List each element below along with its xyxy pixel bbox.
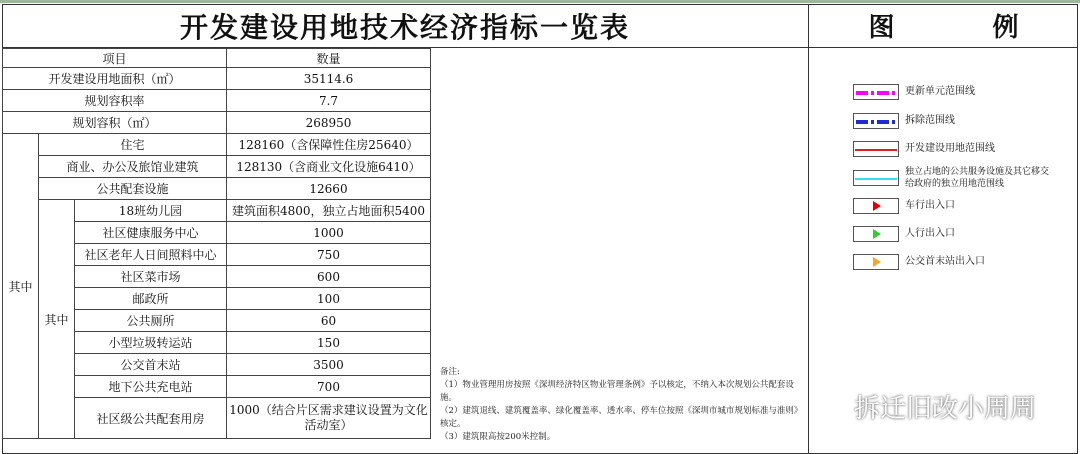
wechat-logo-icon	[818, 390, 848, 423]
row-label: 社区老年人日间照料中心	[75, 244, 227, 266]
orange-triangle-icon	[853, 254, 899, 270]
table-row	[3, 178, 431, 200]
table-row	[3, 49, 431, 68]
row-value: 1000（结合片区需求建议设置为文化活动室）	[227, 398, 431, 439]
watermark	[818, 388, 1036, 425]
row-label: 邮政所	[75, 288, 227, 310]
header-quantity: 数量	[227, 49, 431, 68]
row-value: 150	[227, 332, 431, 354]
row-label: 小型垃圾转运站	[75, 332, 227, 354]
legend-item	[853, 198, 955, 214]
legend-item	[853, 166, 1055, 190]
row-value: 128160（含保障性住房25640）	[227, 134, 431, 156]
row-label: 商业、办公及旅馆业建筑	[39, 156, 227, 178]
red-triangle-icon	[853, 198, 899, 214]
row-label: 公共厕所	[75, 310, 227, 332]
row-value: 700	[227, 376, 431, 398]
table-row	[3, 156, 431, 178]
legend-label: 独立占地的公共服务设施及其它移交给政府的独立用地范围线	[905, 167, 1050, 189]
row-label: 公共配套设施	[39, 178, 227, 200]
table-row	[3, 112, 431, 134]
magenta-dash-dot-line-icon	[853, 84, 899, 100]
row-label: 公交首末站	[75, 354, 227, 376]
legend-label: 拆除范围线	[905, 115, 955, 126]
row-label: 规划容积率	[3, 90, 227, 112]
legend-label: 公交首末站出入口	[905, 256, 985, 267]
row-value: 建筑面积4800，独立占地面积5400	[227, 200, 431, 222]
table-title: 开发建设用地技术经济指标一览表	[2, 4, 809, 48]
note-line-1: （1）物业管理用房按照《深圳经济特区物业管理条例》予以核定，不纳入本次规划公共配套设施。	[440, 380, 794, 403]
legend-item	[853, 113, 955, 129]
legend-item	[853, 226, 955, 242]
top-border-strip	[0, 0, 1080, 3]
row-value: 35114.6	[227, 68, 431, 90]
row-value: 3500	[227, 354, 431, 376]
legend-label: 开发建设用地范围线	[905, 143, 995, 154]
row-value: 100	[227, 288, 431, 310]
row-label: 规划容积（㎡）	[3, 112, 227, 134]
green-triangle-icon	[853, 226, 899, 242]
note-line-2: （2）建筑退线、建筑覆盖率、绿化覆盖率、透水率、停车位按照《深圳市城市规划标准与准则》核定。	[440, 406, 803, 429]
row-label: 地下公共充电站	[75, 376, 227, 398]
legend-item	[853, 84, 975, 100]
table-row	[3, 90, 431, 112]
table-row	[3, 68, 431, 90]
red-solid-line-icon	[853, 141, 899, 157]
legend-label: 车行出入口	[905, 200, 955, 211]
cyan-solid-line-icon	[853, 170, 899, 186]
row-label: 社区健康服务中心	[75, 222, 227, 244]
blue-dash-dot-line-icon	[853, 113, 899, 129]
row-label: 住宅	[39, 134, 227, 156]
row-value: 60	[227, 310, 431, 332]
header-item: 项目	[3, 49, 227, 68]
note-line-3: （3）建筑限高按200米控制。	[440, 432, 556, 442]
row-value: 750	[227, 244, 431, 266]
legend-title: 图 例	[809, 4, 1078, 48]
row-value: 268950	[227, 112, 431, 134]
row-value: 128130（含商业文化设施6410）	[227, 156, 431, 178]
row-value: 1000	[227, 222, 431, 244]
table-row	[3, 134, 431, 156]
legend-item	[853, 141, 995, 157]
row-value: 600	[227, 266, 431, 288]
legend-label: 人行出入口	[905, 228, 955, 239]
group-label-outer: 其中	[3, 134, 39, 439]
group-label-inner: 其中	[39, 200, 75, 439]
notes	[440, 366, 806, 444]
row-label: 社区菜市场	[75, 266, 227, 288]
notes-heading: 备注:	[440, 367, 460, 377]
indicator-table	[2, 48, 431, 439]
row-label: 18班幼儿园	[75, 200, 227, 222]
watermark-text: 拆迁旧改小周周	[854, 394, 1037, 424]
row-label: 开发建设用地面积（㎡）	[3, 68, 227, 90]
row-value: 7.7	[227, 90, 431, 112]
table-row	[3, 200, 431, 222]
row-value: 12660	[227, 178, 431, 200]
legend-label: 更新单元范围线	[905, 86, 975, 97]
row-label: 社区级公共配套用房	[75, 398, 227, 439]
legend-item	[853, 254, 985, 270]
